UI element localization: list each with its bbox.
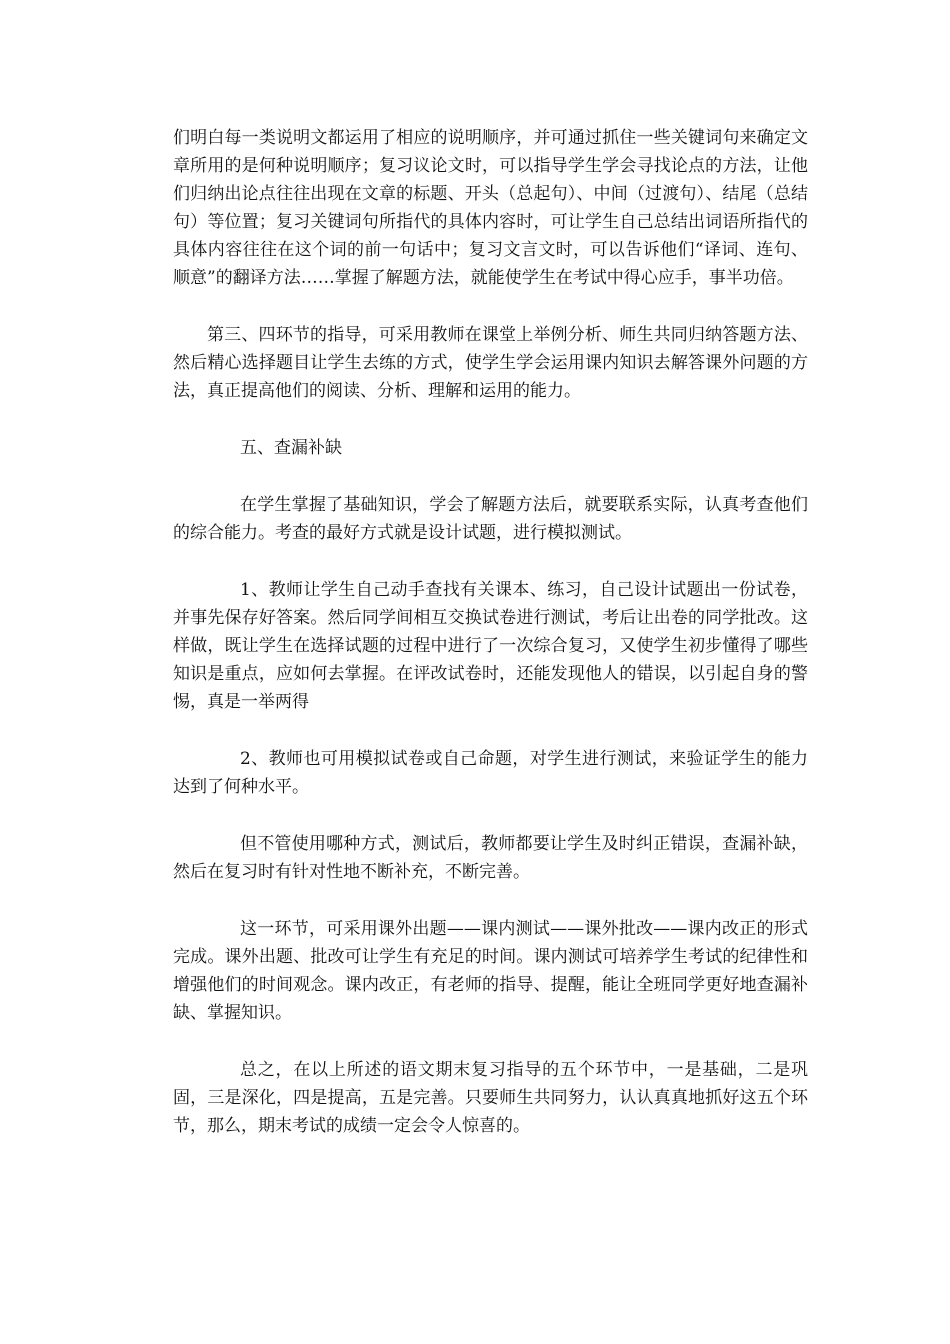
paragraph-process: 这一环节，可采用课外出题——课内测试——课外批改——课内改正的形式完成。课外出题、批改可让学生有充足的时间。课内测试可培养学生考试的纪律性和增强他们的时间观念。课内改正，有老师的指导、提醒，能让全班同学更好地查漏补缺、掌握知识。: [173, 919, 808, 1023]
paragraph-item-1: 1、教师让学生自己动手查找有关课本、练习，自己设计试题出一份试卷，并事先保存好答案。然后同学间相互交换试卷进行测试，考后让出卷的同学批改。这样做，既让学生在选择试题的过程中进行了一次综合复习，又使学生初步懂得了哪些知识是重点，应如何去掌握。在评改试卷时，还能发现他人的错误，以引起自身的警惕，真是一举两得: [173, 580, 808, 712]
paragraph-intro: 在学生掌握了基础知识，学会了解题方法后，就要联系实际，认真考查他们的综合能力。考查的最好方式就是设计试题，进行模拟测试。: [173, 495, 808, 543]
paragraph-continuation: 们明白每一类说明文都运用了相应的说明顺序，并可通过抓住一些关键词句来确定文章所用的是何种说明顺序；复习议论文时，可以指导学生学会寻找论点的方法，让他们归纳出论点往往出现在文章的标题、开头（总起句）、中间（过渡句）、结尾（总结句）等位置；复习关键词句所指代的具体内容时，可让学生自己总结出词语所指代的具体内容往往在这个词的前一句话中；复习文言文时，可以告诉他们“译词、连句、顺意”的翻译方法……掌握了解题方法，就能使学生在考试中得心应手，事半功倍。: [173, 128, 808, 288]
paragraph-guidance: 第三、四环节的指导，可采用教师在课堂上举例分析、师生共同归纳答题方法、然后精心选择题目让学生去练的方式，使学生学会运用课内知识去解答课外问题的方法，真正提高他们的阅读、分析、理解和运用的能力。: [173, 325, 808, 401]
section-heading: 五、查漏补缺: [240, 438, 342, 458]
document-body: [173, 124, 808, 1169]
paragraph-item-2: 2、教师也可用模拟试卷或自己命题，对学生进行测试，来验证学生的能力达到了何种水平。: [173, 749, 808, 797]
paragraph-summary: 总之，在以上所述的语文期末复习指导的五个环节中，一是基础，二是巩固，三是深化，四是提高，五是完善。只要师生共同努力，认认真真地抓好这五个环节，那么，期末考试的成绩一定会令人惊喜的。: [173, 1060, 808, 1136]
paragraph-correction: 但不管使用哪种方式，测试后，教师都要让学生及时纠正错误，查漏补缺，然后在复习时有针对性地不断补充，不断完善。: [173, 834, 808, 882]
